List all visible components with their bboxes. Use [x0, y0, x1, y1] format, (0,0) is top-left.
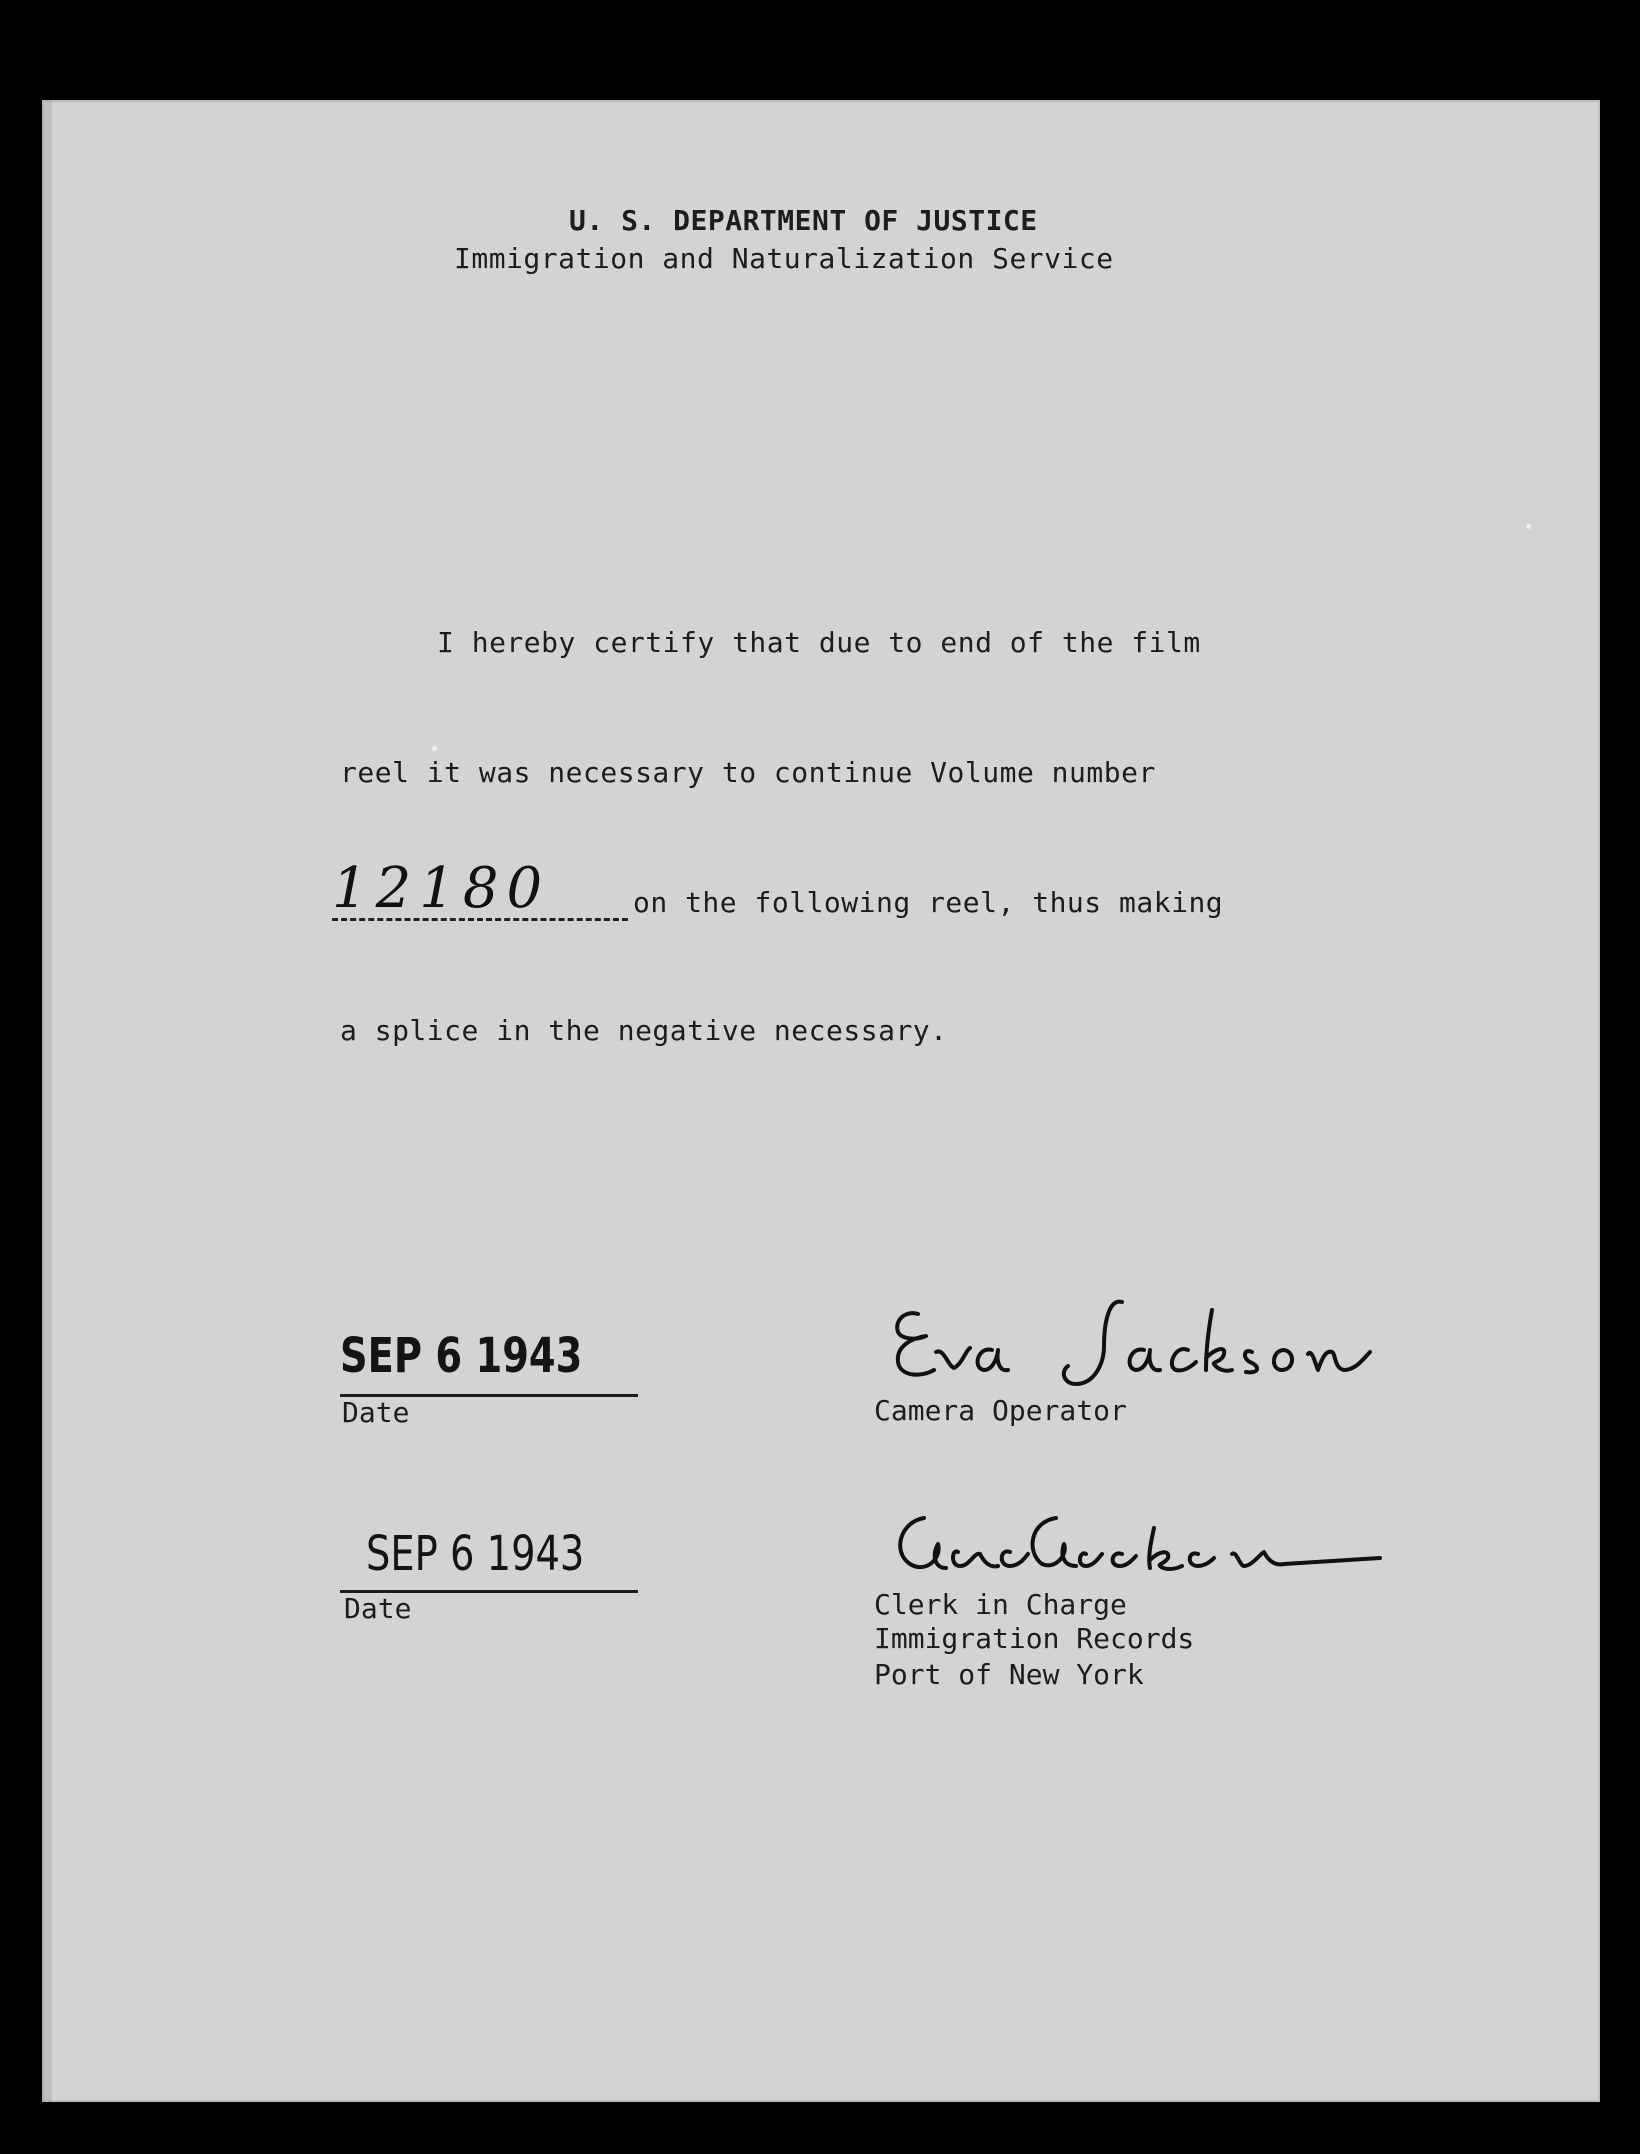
port-of-new-york-label: Port of New York: [874, 1658, 1144, 1691]
volume-number-blank-line: [332, 918, 628, 921]
film-speck: [1526, 524, 1531, 529]
date-stamp-2: SEP 6 1943: [366, 1526, 585, 1582]
camera-operator-signature-image: [872, 1292, 1392, 1402]
certification-line-4: a splice in the negative necessary.: [340, 1014, 948, 1047]
document-page: [42, 100, 1600, 2102]
clerk-signature-image: [880, 1508, 1400, 1588]
camera-operator-label: Camera Operator: [874, 1394, 1127, 1427]
certification-line-2: reel it was necessary to continue Volume number: [340, 756, 1156, 789]
date-stamp-1: SEP 6 1943: [340, 1328, 583, 1384]
page-edge-shadow: [42, 100, 52, 2102]
immigration-records-label: Immigration Records: [874, 1622, 1195, 1655]
clerk-in-charge-label: Clerk in Charge: [874, 1588, 1127, 1621]
department-heading: U. S. DEPARTMENT OF JUSTICE: [569, 204, 1038, 237]
volume-number-handwritten: 12180: [332, 856, 551, 921]
certification-line-1: I hereby certify that due to end of the film: [437, 626, 1201, 659]
date-label-1: Date: [342, 1396, 410, 1429]
service-heading: Immigration and Naturalization Service: [454, 242, 1114, 275]
date-label-2: Date: [344, 1592, 412, 1625]
film-speck: [432, 746, 437, 751]
certification-line-3: on the following reel, thus making: [633, 886, 1224, 919]
